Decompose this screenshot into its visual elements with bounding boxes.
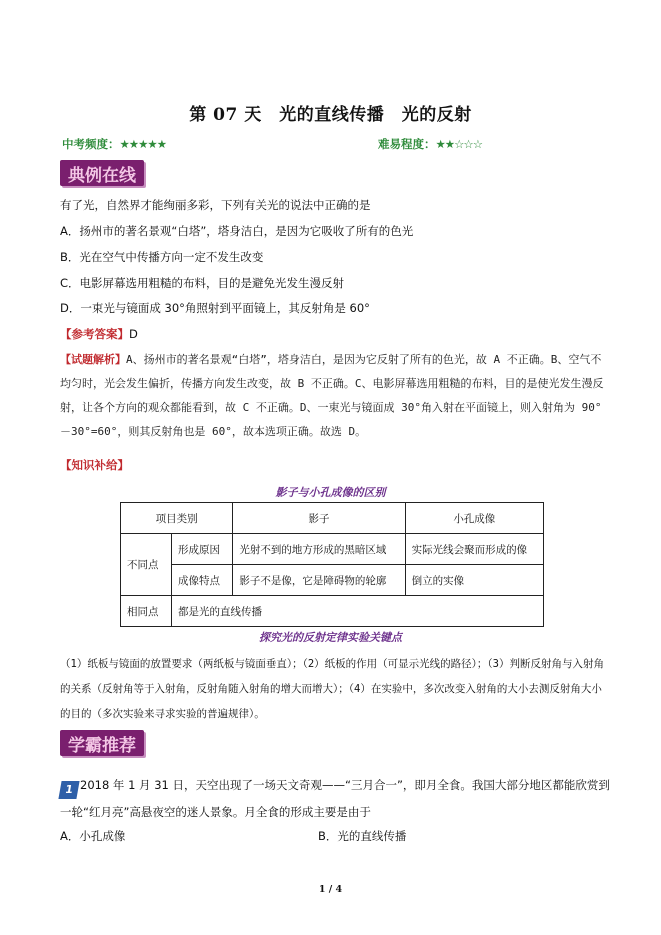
row-item: 成像特点 (172, 565, 233, 596)
section-banner-example: 典例在线 (60, 160, 144, 186)
page-title: 第 07 天 光的直线传播 光的反射 (189, 105, 472, 125)
diff-group-label: 不同点 (121, 534, 172, 596)
table-row (121, 534, 544, 565)
row-shadow: 光射不到的地方形成的黑暗区域 (233, 534, 405, 565)
key-points-caption: 探究光的反射定律实验关键点 (259, 631, 402, 644)
question2-option-b: B．光的直线传播 (318, 829, 407, 843)
answer-value: D (129, 327, 138, 341)
section-banner-recommend: 学霸推荐 (60, 730, 144, 756)
frequency-stars: ★★★★★ (119, 137, 167, 151)
reference-answer (60, 326, 138, 342)
difficulty (378, 136, 482, 152)
comparison-table (120, 502, 544, 627)
question-number-icon: 1 (58, 781, 79, 799)
supplement-label: 【知识补给】 (60, 458, 129, 472)
answer-label: 【参考答案】 (60, 327, 129, 341)
analysis-label: 【试题解析】 (60, 353, 126, 366)
analysis-text: A、扬州市的著名景观“白塔”，塔身洁白，是因为它反射了所有的色光，故 A 不正确。B、空气不均匀时，光会发生偏折，传播方向发生改变，故 B 不正确。C、电影屏幕选用粗糙的布料，目的是使光发生漫反射，让各个方向的观众都能看到，故 C 不正确。D、一束光与镜面成 30°角入射在平面镜上，则入射角为 90°－30°=60°，则其反射角也是 60°，故本选项正确。故选 D。 (60, 353, 604, 438)
page-number: 1 / 4 (318, 884, 343, 895)
row-shadow: 影子不是像，它是障碍物的轮廓 (233, 565, 405, 596)
question2-option-a: A．小孔成像 (60, 829, 126, 843)
row-pinhole: 倒立的实像 (405, 565, 543, 596)
exam-frequency (62, 136, 166, 152)
header-shadow: 影子 (233, 503, 405, 534)
header-pinhole: 小孔成像 (405, 503, 543, 534)
table-caption: 影子与小孔成像的区别 (275, 486, 386, 499)
key-points-text: （1）纸板与镜面的放置要求（两纸板与镜面垂直）；（2）纸板的作用（可显示光线的路径）；（3）判断反射角与入射角的关系（反射角等于入射角，反射角随入射角的增大而增大）；（4）在实验中，多次改变入射角的大小去测反射角大小的目的（多次实验来寻求实验的普遍规律）。 (60, 658, 604, 720)
frequency-label: 中考频度： (62, 137, 120, 151)
row-item: 形成原因 (172, 534, 233, 565)
same-value: 都是光的直线传播 (172, 596, 544, 627)
option-b: B．光在空气中传播方向一定不发生改变 (60, 250, 264, 264)
difficulty-label: 难易程度： (378, 137, 436, 151)
header-category: 项目类别 (121, 503, 233, 534)
question-stem: 有了光，自然界才能绚丽多彩，下列有关光的说法中正确的是 (60, 198, 371, 212)
table-row (121, 565, 544, 596)
option-a: A．扬州市的著名景观“白塔”，塔身洁白，是因为它吸收了所有的色光 (60, 224, 414, 238)
table-row (121, 596, 544, 627)
option-c: C．电影屏幕选用粗糙的布料，目的是避免光发生漫反射 (60, 276, 345, 290)
same-label: 相同点 (121, 596, 172, 627)
analysis-paragraph (60, 348, 606, 444)
difficulty-stars: ★★☆☆☆ (435, 137, 483, 151)
table-header-row (121, 503, 544, 534)
row-pinhole: 实际光线会聚而形成的像 (405, 534, 543, 565)
option-d: D．一束光与镜面成 30°角照射到平面镜上，其反射角是 60° (60, 301, 370, 315)
question2-stem: 2018 年 1 月 31 日，天空出现了一场天文奇观——“三月合一”，即月全食。我国大部分地区都能欣赏到一轮“红月亮”高悬夜空的迷人景象。月全食的形成主要是由于 (60, 778, 610, 819)
question2 (60, 772, 610, 825)
